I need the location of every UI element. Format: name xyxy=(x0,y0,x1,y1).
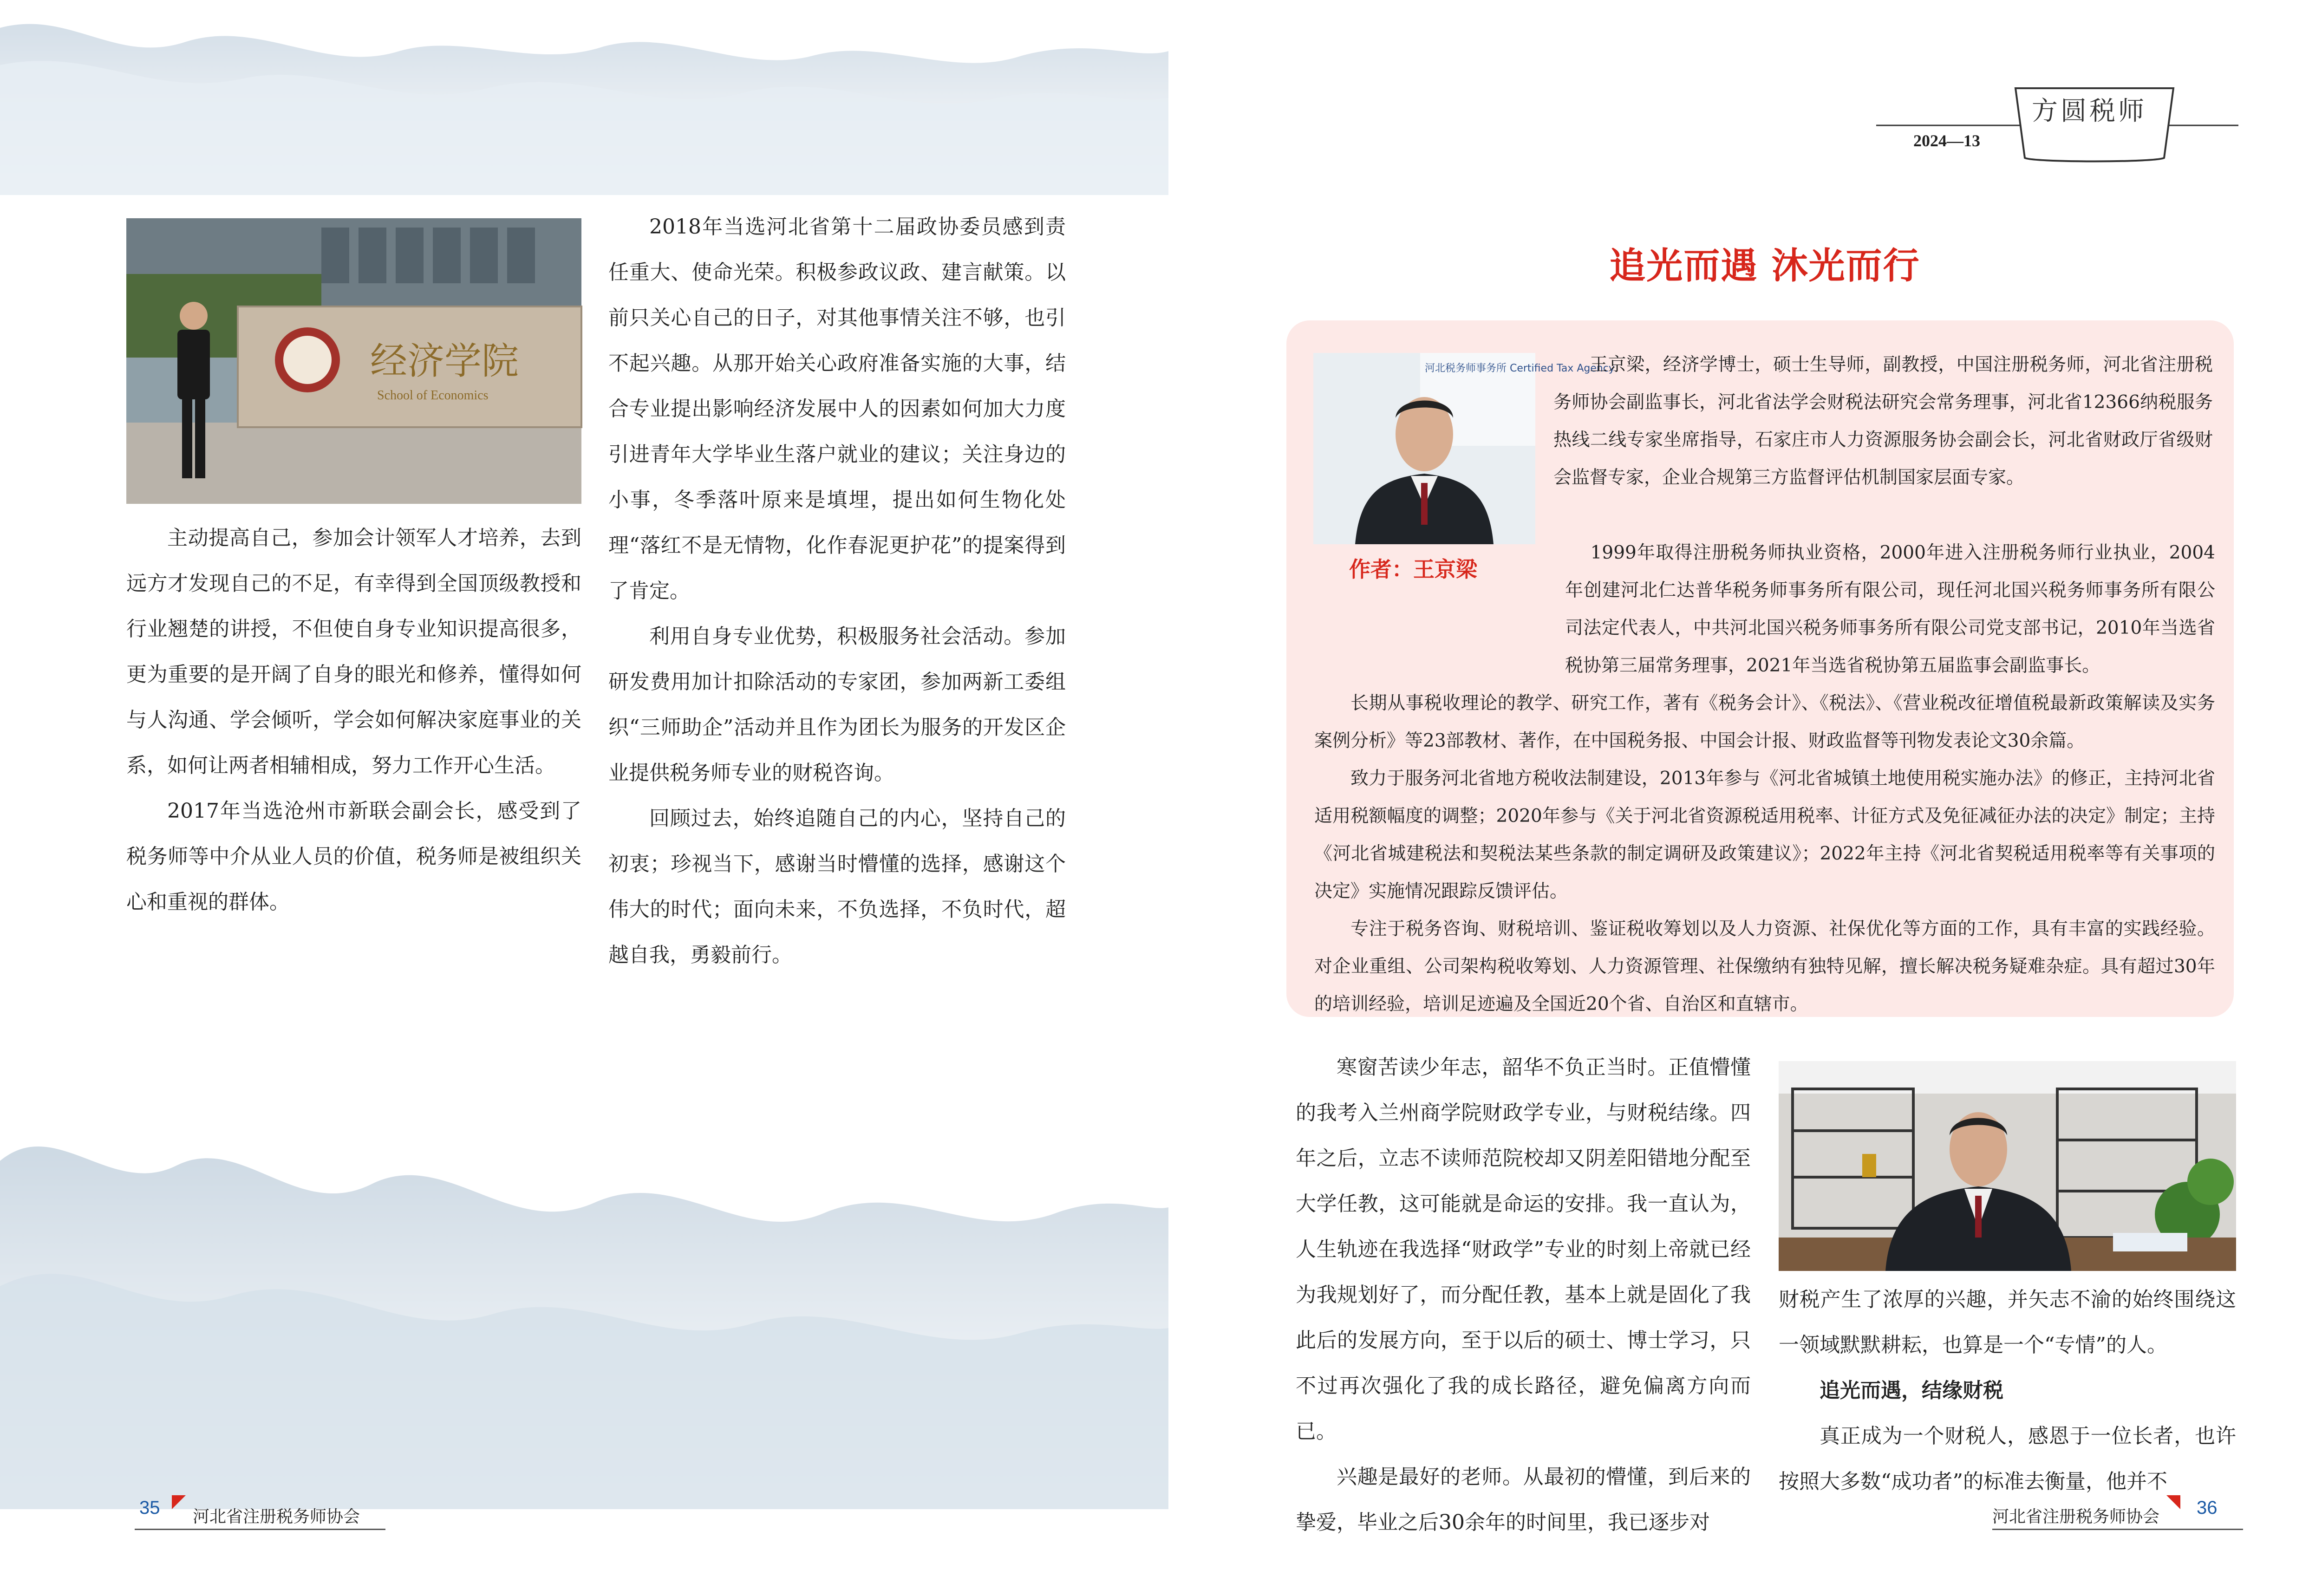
bio-paragraph: 专注于税务咨询、财税培训、鉴证税收筹划以及人力资源、社保优化等方面的工作，具有丰富的实践经验。对企业重组、公司架构税收筹划、人力资源管理、社保缴纳有独特见解，擅长解决税务疑难杂症。具有超过30年的培训经验，培训足迹遍及全国近20个省、自治区和直辖市。 xyxy=(1314,919,2215,1015)
office-photo xyxy=(1779,1061,2236,1271)
footer-text: 河北省注册税务师协会 xyxy=(1992,1507,2160,1526)
right-column-2 xyxy=(1779,1277,2236,1505)
footer-rule xyxy=(1992,1529,2243,1530)
page-number: 35 xyxy=(139,1498,160,1518)
footer-accent xyxy=(172,1495,186,1509)
paragraph: 2018年当选河北省第十二届政协委员感到责任重大、使命光荣。积极参政议政、建言献策。以前只关心自己的日子，对其他事情关注不够，也引不起兴趣。从那开始关心政府准备实施的大事，结合专业提出影响经济发展中人的因素如何加大力度引进青年大学毕业生落户就业的建议；关注身边的小事，冬季落叶原来是填埋，提出如何生物化处理“落红不是无情物，化作春泥更护花”的提案得到了肯定。 xyxy=(608,215,1066,603)
header-logo-text: 方圆税师 xyxy=(2032,96,2147,126)
right-column-1 xyxy=(1296,1045,1751,1545)
author-portrait xyxy=(1313,353,1615,544)
article-title: 追光而遇 沐光而行 xyxy=(1609,245,1920,287)
paragraph: 兴趣是最好的老师。从最初的懵懂，到后来的挚爱，毕业之后30余年的时间里，我已逐步对 xyxy=(1296,1465,1751,1534)
paragraph: 寒窗苦读少年志，韶华不负正当时。正值懵懂的我考入兰州商学院财政学专业，与财税结缘。四年之后，立志不读师范院校却又阴差阳错地分配至大学任教，这可能就是命运的安排。我一直认为，人生轨迹在我选择“财政学”专业的时刻上帝就已经为我规划好了，而分配任教，基本上就是固化了我此后的发展方向，至于以后的硕士、博士学习，只不过再次强化了我的成长路径，避免偏离方向而已。 xyxy=(1296,1055,1751,1443)
portrait-sign-text: 河北税务师事务所 Certified Tax Agency xyxy=(1425,363,1615,374)
bio-paragraph: 长期从事税收理论的教学、研究工作，著有《税务会计》、《税法》、《营业税改征增值税最新政策解读及实务案例分析》等23部教材、著作，在中国税务报、中国会计报、财政监督等刊物发表论文30余篇。 xyxy=(1314,693,2215,751)
author-byline: 作者：王京梁 xyxy=(1349,557,1477,582)
paragraph: 真正成为一个财税人，感恩于一位长者，也许按照大多数“成功者”的标准去衡量，他并不 xyxy=(1779,1424,2236,1493)
sign-text: 经济学院 xyxy=(370,339,519,383)
paragraph: 回顾过去，始终追随自己的内心，坚持自己的初衷；珍视当下，感谢当时懵懂的选择，感谢这个伟大的时代；面向未来，不负选择，不负时代，超越自我，勇毅前行。 xyxy=(608,807,1066,967)
mountain-mist-bottom xyxy=(0,1045,1168,1509)
bio-paragraph: 致力于服务河北省地方税收法制建设，2013年参与《河北省城镇土地使用税实施办法》的修正，主持河北省适用税额幅度的调整；2020年参与《关于河北省资源税适用税率、计征方式及免征减征办法的决定》制定；主持《河北省城建税法和契税法某些条款的制定调研及政策建议》；2022年主持《河北省契税适用税率等有关事项的决定》实施情况跟踪反馈评估。 xyxy=(1314,768,2215,902)
paragraph: 主动提高自己，参加会计领军人才培养，去到远方才发现自己的不足，有幸得到全国顶级教授和行业翘楚的讲授，不但使自身专业知识提高很多，更为重要的是开阔了自身的眼光和修养，懂得如何与人沟通、学会倾听，学会如何解决家庭事业的关系，如何让两者相辅相成，努力工作开心生活。 xyxy=(126,526,581,777)
paragraph: 财税产生了浓厚的兴趣，并矢志不渝的始终围绕这一领域默默耕耘，也算是一个“专情”的人。 xyxy=(1779,1288,2236,1357)
issue-number: 2024—13 xyxy=(1913,131,1980,150)
page-number: 36 xyxy=(2197,1498,2218,1518)
mountain-mist-top xyxy=(0,0,1168,195)
footer-accent xyxy=(2166,1495,2180,1509)
campus-photo xyxy=(126,218,581,504)
paragraph: 利用自身专业优势，积极服务社会活动。参加研发费用加计扣除活动的专家团，参加两新工委组织“三师助企”活动并且作为团长为服务的开发区企业提供税务师专业的财税咨询。 xyxy=(608,625,1066,785)
bio-intro xyxy=(1553,346,2213,496)
footer-text: 河北省注册税务师协会 xyxy=(193,1507,360,1526)
bio-paragraph: 1999年取得注册税务师执业资格，2000年进入注册税务师行业执业，2004年创建河北仁达普华税务师事务所有限公司，现任河北国兴税务师事务所有限公司法定代表人，中共河北国兴税务师事务所有限公司党支部书记，2010年当选省税协第三届常务理事，2021年当选省税协第五届监事会副监事长。 xyxy=(1565,542,2215,676)
paragraph: 2017年当选沧州市新联会副会长，感受到了税务师等中介从业人员的价值，税务师是被组织关心和重视的群体。 xyxy=(126,799,581,914)
left-column-2 xyxy=(608,204,1066,978)
bio-body xyxy=(1314,534,2215,1023)
sign-subtext: School of Economics xyxy=(377,388,489,403)
left-column-1 xyxy=(126,515,581,925)
footer-rule xyxy=(135,1529,385,1530)
bio-paragraph: 王京梁，经济学博士，硕士生导师，副教授，中国注册税务师，河北省注册税务师协会副监事长，河北省法学会财税法研究会常务理事，河北省12366纳税服务热线二线专家坐席指导，石家庄市人力资源服务协会副会长，河北省财政厅省级财会监督专家，企业合规第三方监督评估机制国家层面专家。 xyxy=(1553,354,2213,488)
section-heading: 追光而遇，结缘财税 xyxy=(1820,1379,2003,1402)
